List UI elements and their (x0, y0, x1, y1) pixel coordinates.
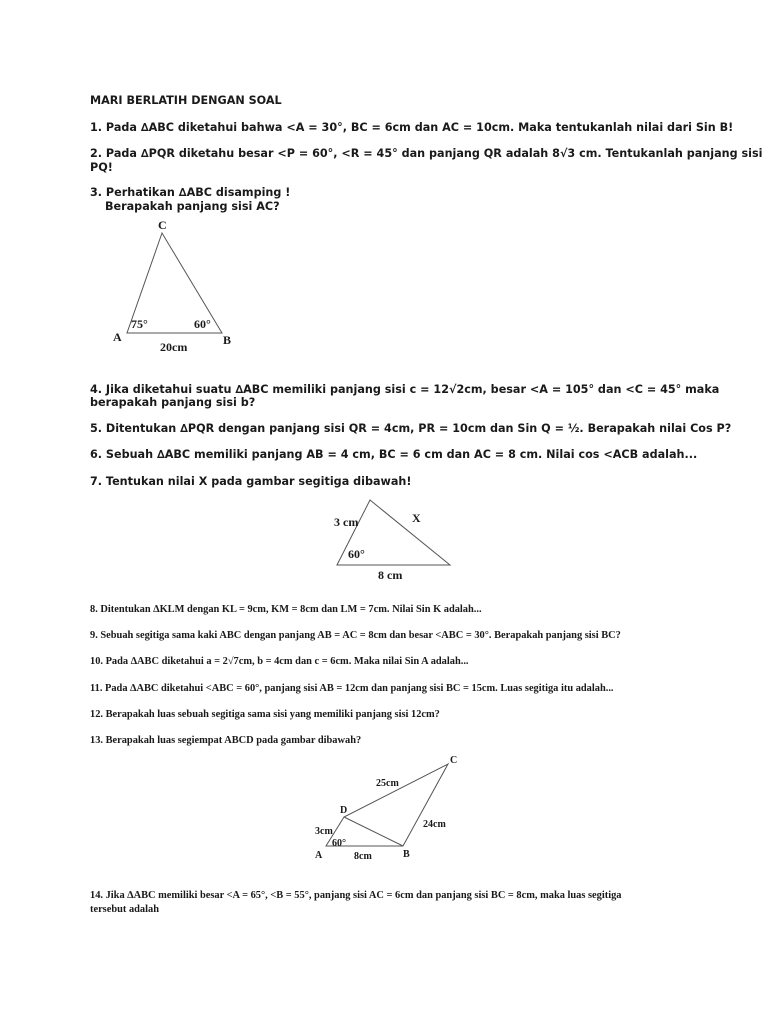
angle-b-label: 60° (194, 317, 211, 331)
question-10: 10. Pada ∆ABC diketahui a = 2√7cm, b = 4cm dan c = 6cm. Maka nilai Sin A adalah... (90, 656, 469, 667)
angle-a-label: 75° (131, 317, 148, 331)
x-side-label: X (412, 511, 421, 525)
question-12: 12. Berapakah luas sebuah segitiga sama sisi yang memiliki panjang sisi 12cm? (90, 709, 440, 720)
vertex-a-label: A (315, 850, 323, 861)
side-ab-label: 20cm (160, 340, 188, 354)
question-4-line-2: berapakah panjang sisi b? (90, 396, 256, 409)
vertex-a-label: A (113, 330, 122, 344)
angle-label: 60° (348, 547, 365, 561)
vertex-b-label: B (403, 849, 410, 860)
question-4-line-1: 4. Jika diketahui suatu ∆ABC memiliki panjang sisi c = 12√2cm, besar <A = 105° dan <C = 45° maka (90, 383, 720, 396)
base-label: 8 cm (378, 568, 403, 582)
side-bc-label: 24cm (423, 819, 446, 830)
vertex-d-label: D (340, 805, 348, 816)
question-6: 6. Sebuah ∆ABC memiliki panjang AB = 4 cm, BC = 6 cm dan AC = 8 cm. Nilai cos <ACB adalah... (90, 448, 698, 461)
side-ab-label: 8cm (354, 851, 372, 862)
question-7: 7. Tentukan nilai X pada gambar segitiga dibawah! (90, 475, 412, 488)
figure-quadrilateral-abcd (310, 752, 470, 867)
question-14-line-2: tersebut adalah (90, 904, 159, 915)
question-3-line-1: 3. Perhatikan ∆ABC disamping ! (90, 186, 291, 199)
question-14-line-1: 14. Jika ∆ABC memiliki besar <A = 65°, <B = 55°, panjang sisi AC = 6cm dan panjang sisi BC = 8cm, maka luas segitiga (90, 890, 622, 901)
figure-triangle-abc (110, 215, 240, 355)
question-3-line-2: Berapakah panjang sisi AC? (105, 200, 280, 213)
question-1: 1. Pada ∆ABC diketahui bahwa <A = 30°, BC = 6cm dan AC = 10cm. Maka tentukanlah nilai dari Sin B! (90, 121, 734, 134)
figure-triangle-x (330, 495, 460, 585)
left-side-label: 3 cm (334, 515, 359, 529)
question-5: 5. Ditentukan ∆PQR dengan panjang sisi QR = 4cm, PR = 10cm dan Sin Q = ½. Berapakah nilai Cos P? (90, 422, 732, 435)
page-title: MARI BERLATIH DENGAN SOAL (90, 94, 282, 107)
vertex-c-label: C (450, 755, 458, 766)
question-8: 8. Ditentukan ∆KLM dengan KL = 9cm, KM = 8cm dan LM = 7cm. Nilai Sin K adalah... (90, 604, 482, 615)
question-11: 11. Pada ∆ABC diketahui <ABC = 60°, panjang sisi AB = 12cm dan panjang sisi BC = 15cm. Luas segitiga itu adalah... (90, 683, 614, 694)
side-ad-label: 3cm (315, 826, 333, 837)
diagonal-db (344, 817, 403, 846)
angle-a-label: 60° (332, 838, 346, 849)
question-9: 9. Sebuah segitiga sama kaki ABC dengan panjang AB = AC = 8cm dan besar <ABC = 30°. Berapakah panjang sisi BC? (90, 630, 621, 641)
question-2-line-2: PQ! (90, 161, 113, 174)
vertex-c-label: C (158, 218, 167, 232)
side-dc-label: 25cm (376, 778, 399, 789)
question-13: 13. Berapakah luas segiempat ABCD pada gambar dibawah? (90, 735, 362, 746)
question-2-line-1: 2. Pada ∆PQR diketahu besar <P = 60°, <R = 45° dan panjang QR adalah 8√3 cm. Tentukanlah panjang sisi (90, 147, 763, 160)
vertex-b-label: B (223, 333, 232, 347)
